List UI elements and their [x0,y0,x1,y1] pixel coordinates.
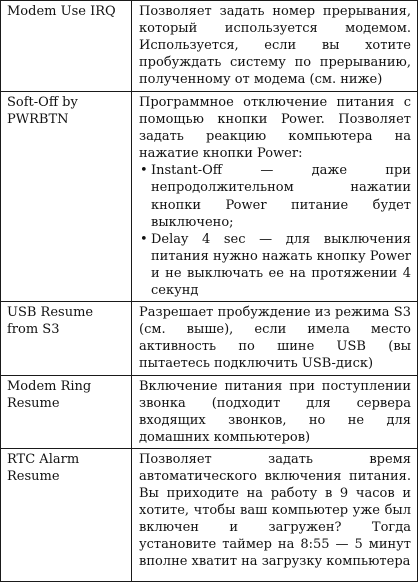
table-row [1,1,418,92]
param-description [132,302,418,375]
param-description [132,448,418,581]
list-item-text: Delay 4 sec — для выключения питания нужно нажать кнопку Power и не выключать ее на протяжении 4 секунд [151,231,411,299]
description-text: Позволяет задать номер прерывания, который используется модемом. Используется, если вы хотите пробуждать систему по прерыванию, полученному от модема (см. ниже) [139,4,411,88]
table-row [1,92,418,302]
description-text: Включение питания при поступлении звонка (подходит для сервера входящих звонков, но не для домашних компьютеров) [139,378,411,445]
param-name: Modem Ring Resume [1,375,132,448]
list-item-text: Instant-Off — даже при непродолжительном нажатии кнопки Power питание будет выключено; [151,163,411,230]
description-text: Позволяет задать время автоматического включения питания. Вы приходите на работу в 9 часов и хотите, чтобы ваш компьютер уже был включен и загружен? Тогда установите таймер на 8:55 — 5 минут вполне хватит на загрузку компьютера [139,451,411,570]
bullet-icon: • [140,163,148,179]
param-name: USB Resume from S3 [1,302,132,375]
option-list [139,162,411,299]
list-item [139,231,411,299]
table-row [1,302,418,375]
param-name: Modem Use IRQ [1,1,132,92]
param-name: Soft-Off by PWRBTN [1,92,132,302]
param-description [132,375,418,448]
param-name: RTC Alarm Resume [1,448,132,581]
table-row [1,375,418,448]
param-description [132,1,418,92]
table-row [1,448,418,581]
description-text: Разрешает пробуждение из режима S3 (см. выше), если имела место активность по шине USB (вы пытаетесь подключить USB-диск) [139,305,411,372]
bullet-icon: • [140,231,148,247]
param-description [132,92,418,302]
description-text: Программное отключение питания с помощью кнопки Power. Позволяет задать реакцию компьютера на нажатие кнопки Power: [139,95,411,162]
list-item [139,162,411,230]
